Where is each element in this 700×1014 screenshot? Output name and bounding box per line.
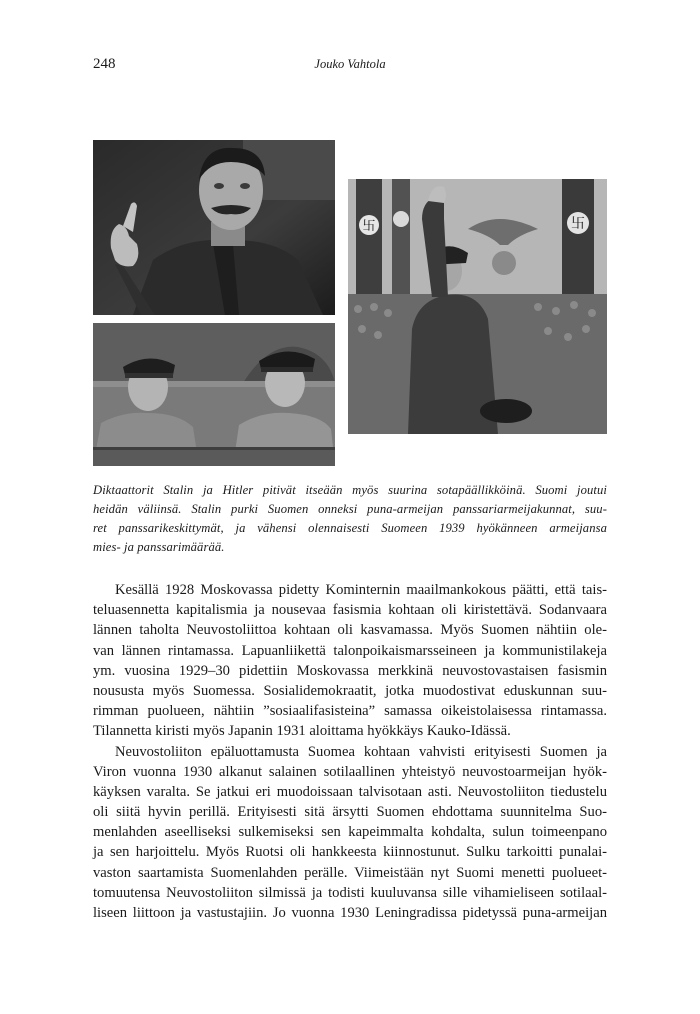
text-line: Viron vuonna 1930 alkanut salainen sotilaallinen yhteistyö neuvostoarmeijan hyök-	[93, 763, 607, 780]
paragraph-2	[93, 742, 607, 924]
text-line: ja sen harjoittelu. Myös Ruotsi oli hankkeesta kiinnostunut. Sulku tarkoitti punalai-	[93, 844, 607, 861]
caption-line: Diktaattorit Stalin ja Hitler pitivät itseään myös suurina sotapäällikköinä. Suomi joutui	[93, 483, 607, 497]
text-line: van lännen rintamassa. Lapuanliikettä talonpoikaismarsseineen ja kommunistilakeja	[93, 642, 607, 659]
text-line: liseen liittoon ja vastustajiin. Jo vuonna 1930 Leningradissa pidetyssä puna-armeijan	[93, 905, 607, 921]
svg-text:卐: 卐	[362, 219, 376, 234]
figure-caption	[93, 481, 607, 557]
page-header	[93, 56, 607, 76]
text-line: Tilannetta kiristi myös Japanin 1931 aloittama hyökkäys Kauko-Idässä.	[93, 723, 511, 740]
caption-line: ret panssarikeskittymät, ja vähensi olennaisesti Suomeen 1939 hyökänneen armeijansa	[93, 521, 607, 535]
body-text	[93, 580, 607, 923]
text-line: menlahden aseelliseksi sulkemiseksi sen kapeimmalta kohdalta, sulun toimeenpano	[93, 824, 607, 841]
caption-line: mies- ja panssarimäärää.	[93, 540, 225, 554]
page-number: 248	[93, 56, 116, 72]
running-head-author: Jouko Vahtola	[314, 57, 386, 71]
text-line: noususta myös Suomessa. Sosialidemokraatit, jotka muodostivat eduskunnan suu-	[93, 682, 607, 699]
photo-hitler-rally	[348, 179, 607, 434]
svg-text:卐: 卐	[571, 216, 585, 232]
text-line: Neuvostoliiton epäluottamusta Suomea kohtaan vahvisti erityisesti Suomen ja	[115, 743, 607, 760]
caption-line: heidän väliinsä. Stalin purki Suomen onneksi puna-armeijan panssariarmeijakunnat, suu-	[93, 502, 607, 516]
text-line: vaston saartamista Suomenlahden perälle. Viimeistään nyt Suomi menetti puolueet-	[93, 864, 607, 881]
text-line: ym. vuosina 1929–30 pidettiin Moskovassa merkkinä neuvostovastaisen fasismin	[93, 662, 607, 679]
photo-stalin-portrait	[93, 140, 335, 315]
photo-officers-tribune	[93, 323, 335, 466]
text-line: teluasennetta kapitalismia ja nousevaa fasismia kohtaan oli kiristettävä. Sodanvaara	[93, 602, 607, 619]
paragraph-1	[93, 580, 607, 742]
text-line: käyksen varalta. Se jatkui eri muodoissaan talvisotaan asti. Neuvostoliiton tiedustelu	[93, 783, 607, 800]
text-line: tomuutensa Neuvostoliiton silmissä ja todisti kuuluvansa sille vihamieliseen sotilaal-	[93, 884, 607, 901]
text-line: oli siitä hyvin perillä. Erityisesti sitä ärsytti Suomen ehdottama suunnitelma Suo-	[93, 804, 607, 821]
text-line: Kesällä 1928 Moskovassa pidetty Kominternin maailmankokous päätti, että tais-	[115, 582, 607, 598]
text-line: lännen taholta Neuvostoliittoa kohtaan oli kasvamassa. Myös Suomen nähtiin ole-	[93, 622, 607, 639]
text-line: rimman puolueen, nähtiin ”sosiaalifasisteina” samassa oikeistolaisessa rintamassa.	[93, 703, 607, 720]
